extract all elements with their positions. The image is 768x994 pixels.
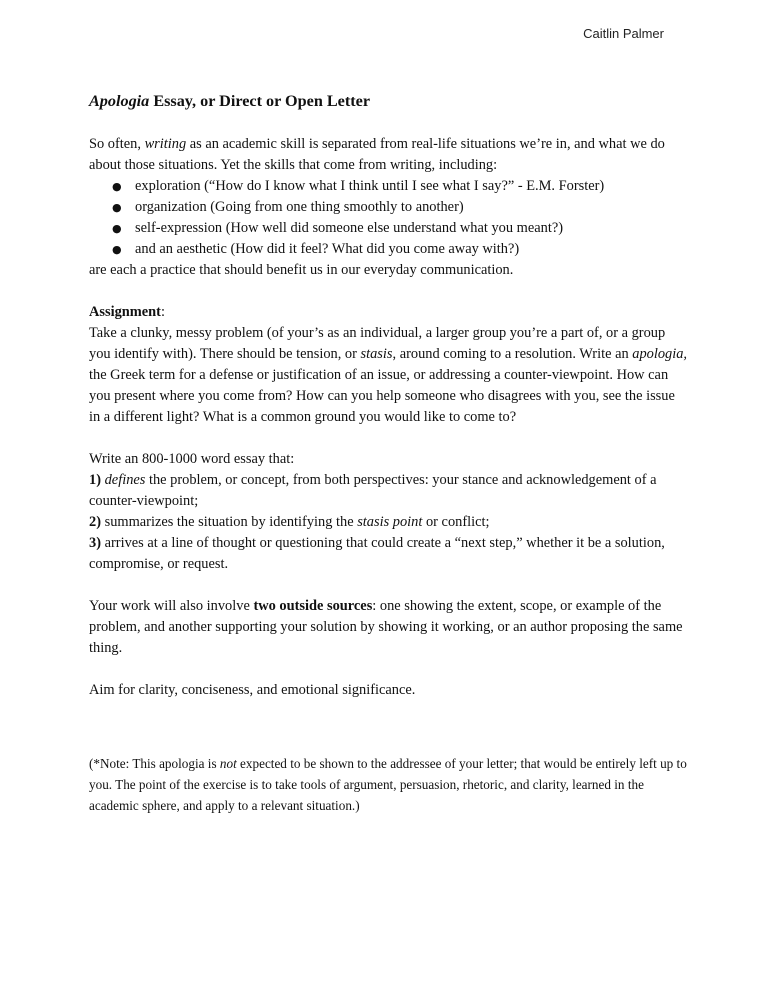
bullet-icon: ● [112, 243, 122, 256]
essay-item-3 [89, 533, 689, 575]
essay-item-3-number: 3) [89, 535, 101, 551]
list-item [89, 239, 689, 260]
intro-paragraph [89, 134, 689, 176]
bullet-icon: ● [112, 180, 122, 193]
intro-closing: are each a practice that should benefit us in our everyday communication. [89, 262, 514, 278]
bullet-icon: ● [112, 222, 122, 235]
note-paragraph [89, 753, 689, 816]
title-rest: Essay, or Direct or Open Letter [149, 92, 371, 110]
essay-intro: Write an 800-1000 word essay that: [89, 451, 295, 467]
essay-item-2-text-1: summarizes the situation by identifying the [101, 514, 358, 530]
sources-text-1: Your work will also involve [89, 598, 254, 614]
author-name-header: Caitlin Palmer [583, 26, 664, 41]
title-italic: Apologia [89, 92, 150, 110]
document-title [89, 91, 689, 112]
list-item [89, 218, 689, 239]
assignment-paragraph [89, 323, 689, 428]
skills-list [89, 176, 689, 260]
note-text-1: (*Note: This apologia is [89, 756, 220, 771]
essay-item-1-number: 1) [89, 472, 101, 488]
list-item [89, 176, 689, 197]
intro-italic-writing: writing [144, 136, 187, 152]
essay-item-2-text-2: or conflict; [422, 514, 490, 530]
intro-text-1: So often, [89, 136, 145, 152]
list-item [89, 197, 689, 218]
essay-item-2-italic: stasis point [357, 514, 423, 530]
list-item-text: self-expression (How well did someone else understand what you meant?) [135, 220, 564, 236]
essay-item-2-number: 2) [89, 514, 101, 530]
aim-paragraph: Aim for clarity, conciseness, and emotional significance. [89, 682, 416, 698]
assignment-heading [89, 302, 689, 323]
list-item-text: exploration (“How do I know what I think until I see what I say?” - E.M. Forster) [135, 178, 605, 194]
assignment-colon: : [160, 304, 165, 320]
list-item-text: and an aesthetic (How did it feel? What did you come away with?) [135, 241, 520, 257]
essay-item-1-text: the problem, or concept, from both perspectives: your stance and acknowledgement of a counter-viewpoint; [89, 472, 657, 509]
note-italic: not [219, 756, 237, 771]
essay-item-3-text: arrives at a line of thought or questioning that could create a “next step,” whether it be a solution, compromise, or request. [89, 535, 665, 572]
assignment-label: Assignment [89, 304, 161, 320]
essay-item-1 [89, 470, 689, 512]
bullet-icon: ● [112, 201, 122, 214]
note-text-2: expected to be shown to the addressee of your letter; that would be entirely left up to you. The point of the exercise is to take tools of argument, persuasion, rhetoric, and clarity, learned in the academic sphere, and apply to a relevant situation.) [89, 756, 687, 813]
list-item-text: organization (Going from one thing smoothly to another) [135, 199, 464, 215]
intro-text-2: as an academic skill is separated from real-life situations we’re in, and what we do about those situations. Yet the skills that come from writing, including: [89, 136, 665, 173]
sources-paragraph [89, 596, 689, 659]
sources-text-2: : one showing the extent, scope, or example of the problem, and another supporting your solution by showing it working, or an author proposing the same thing. [89, 598, 683, 656]
essay-item-1-italic: defines [104, 472, 146, 488]
document-body [89, 91, 689, 816]
sources-bold: two outside sources [253, 598, 373, 614]
assignment-italic-stasis: stasis [360, 346, 393, 362]
assignment-text-2: , around coming to a resolution. Write an [392, 346, 633, 362]
assignment-text-1: Take a clunky, messy problem (of your’s as an individual, a larger group you’re a part of, or a group you identify with). There should be tension, or [89, 325, 666, 362]
assignment-text-3: the Greek term for a defense or justification of an issue, or addressing a counter-viewpoint. How can you present where you come from? How can you help someone who disagrees with you, see the issue in a different light? What is a common ground you would like to come to? [89, 367, 675, 425]
assignment-italic-apologia: apologia, [632, 346, 688, 362]
essay-item-2 [89, 512, 689, 533]
